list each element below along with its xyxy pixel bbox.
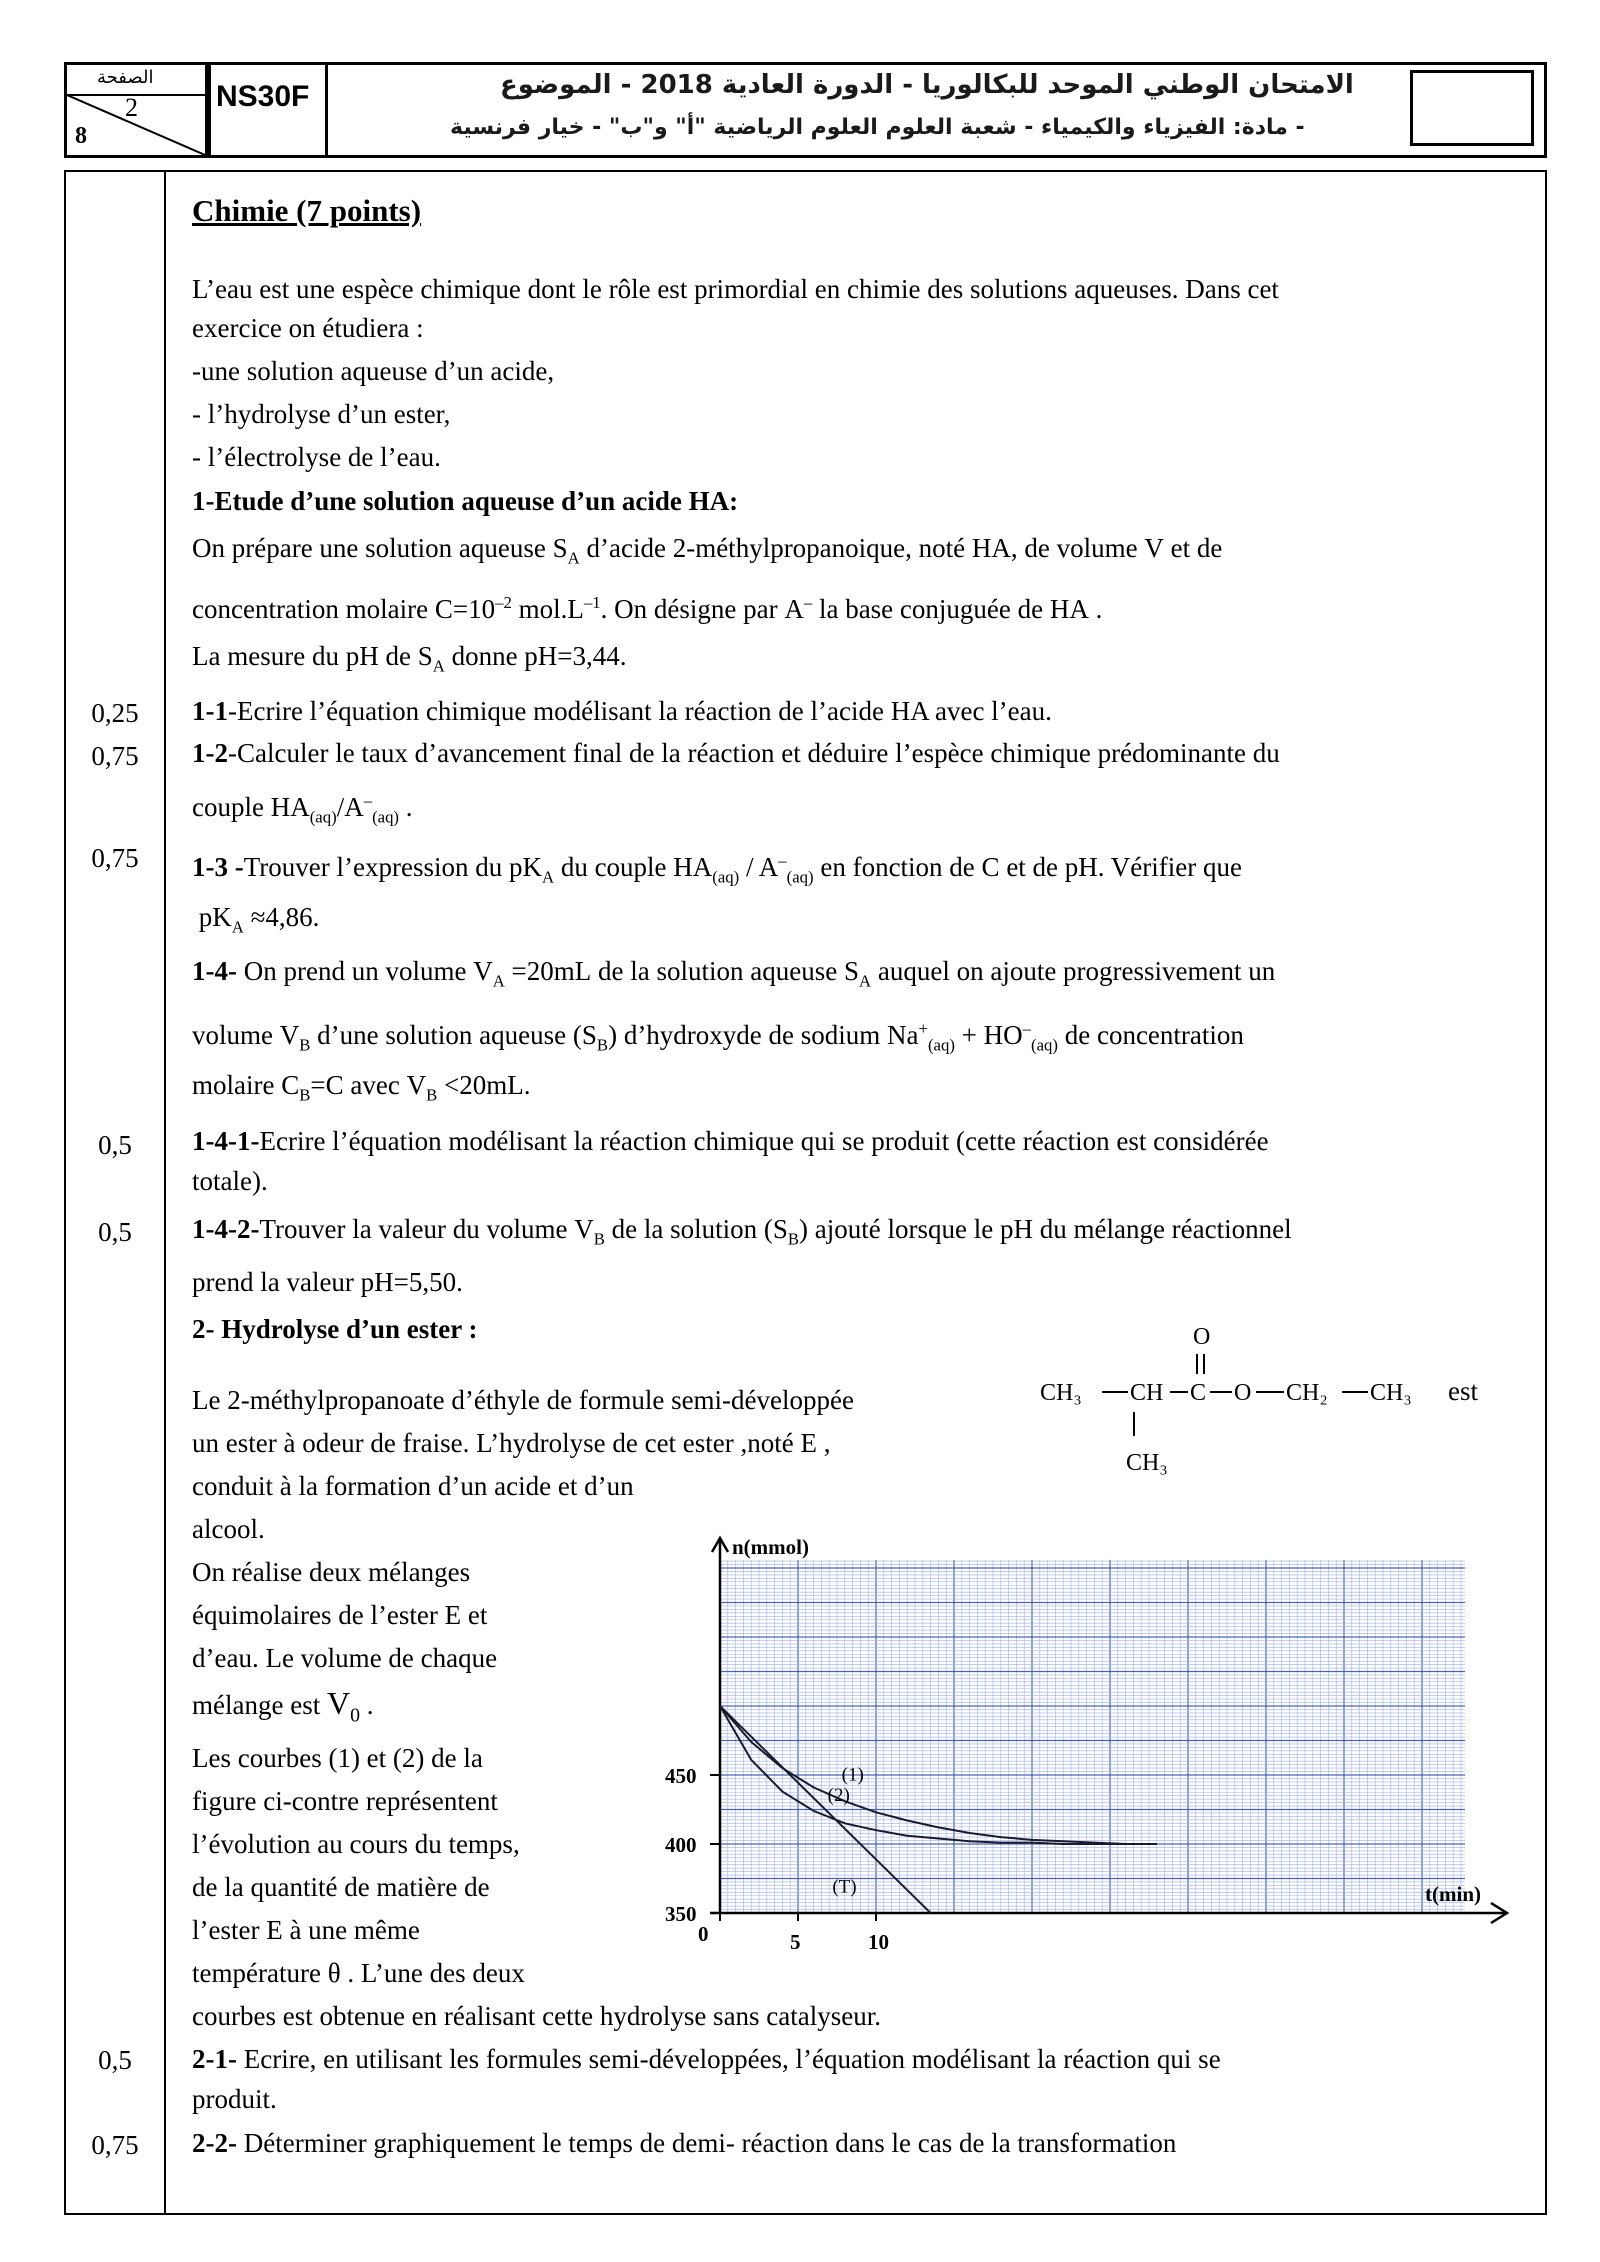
part2-text-line: courbes est obtenue en réalisant cette hydrolyse sans catalyseur.: [192, 2001, 882, 2031]
part1-line1: On prépare une solution aqueuse $S_A$ d’acide 2-méthylpropanoique, noté HA, de volume V et de: [192, 533, 1223, 568]
question-1-2: 1-2-Calculer le taux d’avancement final de la réaction et déduire l’espèce chimique prédominante du: [192, 738, 1280, 768]
series-label: (T): [832, 1876, 857, 1898]
exam-code: NS30F: [216, 80, 310, 113]
part1-line3: La mesure du pH de $S_A$ donne pH=3,44.: [192, 641, 627, 676]
x-tick-label: 0: [698, 1922, 709, 1946]
points-margin-line: [164, 170, 166, 2215]
ester-formula: [1030, 1310, 1530, 1490]
chart-grid: [720, 1560, 1465, 1913]
points-2-2: 0,75: [91, 2130, 139, 2160]
question-1-4-2-cont: prend la valeur pH=5,50.: [192, 1267, 463, 1297]
header-title-line1: الامتحان الوطني الموحد للبكالوريا - الدورة العادية 2018 - الموضوع: [500, 70, 1354, 100]
part2-text-line: équimolaires de l’ester E et: [192, 1600, 488, 1630]
x-axis-label: t(min): [1425, 1882, 1481, 1906]
points-1-4-2: 0,5: [98, 1217, 132, 1247]
total-pages: 8: [75, 123, 87, 149]
part2-text-line: conduit à la formation d’un acide et d’un: [192, 1471, 634, 1501]
question-1-4-line2: volume $V_B$ d’une solution aqueuse $(S_B)$ d’hydroxyde de sodium $Na^+_{(aq)} + HO^-_{(aq)}$ de concentration: [192, 1019, 1244, 1055]
series-label: (2): [827, 1785, 850, 1807]
formula-est: est: [1448, 1376, 1478, 1406]
y-axis-label: n(mmol): [732, 1535, 809, 1559]
part2-text-line: On réalise deux mélanges: [192, 1557, 471, 1587]
section-title: Chimie (7 points): [192, 193, 422, 228]
points-1-2: 0,75: [91, 741, 139, 771]
question-2-1-cont: produit.: [192, 2084, 277, 2114]
part1-title: 1-Etude d’une solution aqueuse d’un acide HA:: [192, 486, 739, 516]
series-label: (1): [841, 1764, 864, 1786]
x-tick-label: 10: [868, 1930, 889, 1954]
formula-ch: CH: [1130, 1380, 1164, 1406]
formula-c: C: [1190, 1380, 1207, 1406]
formula-ch3-right: CH₃: [1370, 1380, 1412, 1406]
formula-top-o: O: [1193, 1324, 1211, 1350]
part2-text-line: un ester à odeur de fraise. L’hydrolyse de cet ester ,noté E ,: [192, 1428, 831, 1458]
part2-text-line: d’eau. Le volume de chaque: [192, 1643, 498, 1673]
x-tick-label: 5: [790, 1930, 801, 1954]
header-title-line2: - مادة: الفيزياء والكيمياء - شعبة العلوم العلوم الرياضية "أ" و"ب" - خيار فرنسية: [450, 115, 1305, 140]
part2-text-line: alcool.: [192, 1514, 265, 1544]
question-1-2-couple: couple $HA_{(aq)}/A^-_{(aq)}$ .: [192, 791, 413, 827]
part2-text-line: Les courbes (1) et (2) de la: [192, 1743, 483, 1773]
part2-text-line: l’ester E à une même: [192, 1915, 420, 1945]
formula-ch3-bottom: CH₃: [1126, 1450, 1168, 1476]
question-1-4-2: 1-4-2-Trouver la valeur du volume $V_B$ de la solution $(S_B)$ ajouté lorsque le pH du mélange réactionnel: [192, 1214, 1292, 1249]
page-number-box: [64, 62, 208, 158]
formula-o: O: [1234, 1380, 1252, 1406]
page-number: 2: [125, 93, 138, 122]
header-empty-box: [1410, 70, 1534, 146]
part2-text-line: température θ . L’une des deux: [192, 1958, 525, 1988]
header-divider: [325, 62, 328, 158]
points-2-1: 0,5: [98, 2045, 132, 2075]
question-1-4-1-cont: totale).: [192, 1166, 268, 1196]
page-label: الصفحة: [97, 67, 154, 88]
y-tick-label: 400: [665, 1833, 697, 1857]
intro-line: L’eau est une espèce chimique dont le rôle est primordial en chimie des solutions aqueuses. Dans cet: [192, 274, 1279, 304]
y-tick-label: 450: [665, 1764, 697, 1788]
part2-text-line: mélange est $V_0$ .: [192, 1685, 374, 1727]
intro-line: -une solution aqueuse d’un acide,: [192, 356, 555, 386]
question-1-3-value: $pK_A \approx 4,86$.: [192, 902, 320, 937]
question-1-4: 1-4- On prend un volume $V_A =20mL$ de la solution aqueuse $S_A$ auquel on ajoute progressivement un: [192, 956, 1276, 991]
question-1-1: 1-1-Ecrire l’équation chimique modélisant la réaction de l’acide HA avec l’eau.: [192, 696, 1052, 726]
points-1-4-1: 0,5: [98, 1130, 132, 1160]
question-2-2: 2-2- Déterminer graphiquement le temps de demi- réaction dans le cas de la transformation: [192, 2128, 1177, 2158]
ester-chart: [650, 1530, 1510, 1970]
points-1-1: 0,25: [91, 698, 139, 728]
intro-line: exercice on étudiera :: [192, 313, 424, 343]
part2-text-line: Le 2-méthylpropanoate d’éthyle de formule semi-développée: [192, 1385, 854, 1415]
part2-text-line: figure ci-contre représentent: [192, 1786, 498, 1816]
intro-line: - l’hydrolyse d’un ester,: [192, 399, 451, 429]
part1-line2: concentration molaire $C=10^{-2}$ $mol.L^{-1}$. On désigne par A– la base conjuguée de HA .: [192, 593, 1103, 624]
question-2-1: 2-1- Ecrire, en utilisant les formules semi-développées, l’équation modélisant la réaction qui se: [192, 2044, 1221, 2074]
formula-ch2: CH₂: [1286, 1380, 1328, 1406]
question-1-4-1: 1-4-1-Ecrire l’équation modélisant la réaction chimique qui se produit (cette réaction est considérée: [192, 1126, 1269, 1156]
y-tick-label: 350: [665, 1902, 697, 1926]
intro-line: - l’électrolyse de l’eau.: [192, 442, 441, 472]
part2-text-line: de la quantité de matière de: [192, 1872, 490, 1902]
part2-title: 2- Hydrolyse d’un ester :: [192, 1314, 478, 1344]
part2-text-line: l’évolution au cours du temps,: [192, 1829, 520, 1859]
points-1-3: 0,75: [91, 843, 139, 873]
chart-labels: [665, 1535, 1481, 1954]
formula-ch3-left: CH₃: [1040, 1380, 1082, 1406]
question-1-4-line3: molaire $C_B=C$ avec $V_B <20mL$.: [192, 1070, 531, 1105]
question-1-3: 1-3 -Trouver l’expression du $pK_A$ du couple $HA_{(aq)} / A^-_{(aq)}$ en fonction de C et de pH. Vérifier que: [192, 851, 1242, 887]
